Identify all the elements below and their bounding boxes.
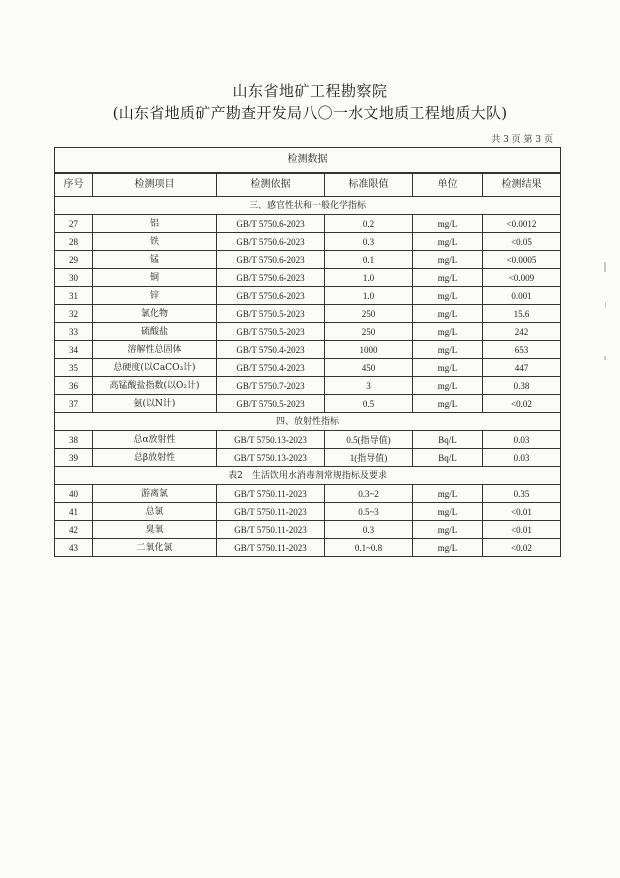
cell-seq: 31 <box>55 287 93 305</box>
col-header-result: 检测结果 <box>483 173 561 197</box>
cell-result: 0.03 <box>483 449 561 467</box>
section-title: 四、放射性指标 <box>55 413 561 431</box>
cell-item: 溶解性总固体 <box>93 341 217 359</box>
table-row <box>55 503 561 521</box>
cell-unit: mg/L <box>413 323 483 341</box>
cell-method: GB/T 5750.4-2023 <box>217 341 325 359</box>
cell-item: 游离氯 <box>93 485 217 503</box>
col-header-seq: 序号 <box>55 173 93 197</box>
table-row <box>55 233 561 251</box>
cell-method: GB/T 5750.6-2023 <box>217 233 325 251</box>
cell-result: <0.0005 <box>483 251 561 269</box>
cell-item: 铁 <box>93 233 217 251</box>
col-header-method: 检测依据 <box>217 173 325 197</box>
cell-seq: 35 <box>55 359 93 377</box>
cell-result: <0.02 <box>483 539 561 557</box>
table-row <box>55 521 561 539</box>
page-indicator: 共 3 页 第 3 页 <box>491 135 553 145</box>
cell-limit: 1.0 <box>325 287 413 305</box>
table-header-row <box>55 173 561 197</box>
table-row <box>55 287 561 305</box>
cell-result: <0.02 <box>483 395 561 413</box>
cell-method: GB/T 5750.7-2023 <box>217 377 325 395</box>
table-row <box>55 485 561 503</box>
cell-seq: 28 <box>55 233 93 251</box>
cell-result: 0.03 <box>483 431 561 449</box>
table-row <box>55 323 561 341</box>
cell-method: GB/T 5750.11-2023 <box>217 503 325 521</box>
cell-seq: 27 <box>55 215 93 233</box>
cell-seq: 38 <box>55 431 93 449</box>
cell-result: <0.0012 <box>483 215 561 233</box>
cell-seq: 40 <box>55 485 93 503</box>
cell-method: GB/T 5750.6-2023 <box>217 287 325 305</box>
cell-method: GB/T 5750.5-2023 <box>217 395 325 413</box>
cell-result: <0.01 <box>483 503 561 521</box>
cell-unit: mg/L <box>413 539 483 557</box>
cell-unit: mg/L <box>413 521 483 539</box>
cell-result: 0.001 <box>483 287 561 305</box>
cell-result: <0.05 <box>483 233 561 251</box>
table-row <box>55 395 561 413</box>
cell-method: GB/T 5750.13-2023 <box>217 431 325 449</box>
cell-item: 硫酸盐 <box>93 323 217 341</box>
section-row <box>55 467 561 485</box>
cell-seq: 34 <box>55 341 93 359</box>
cell-item: 总α放射性 <box>93 431 217 449</box>
table-row <box>55 305 561 323</box>
scan-mark <box>605 302 606 308</box>
cell-limit: 1.0 <box>325 269 413 287</box>
table-row <box>55 449 561 467</box>
cell-limit: 0.3 <box>325 521 413 539</box>
cell-method: GB/T 5750.11-2023 <box>217 521 325 539</box>
cell-seq: 32 <box>55 305 93 323</box>
cell-result: <0.009 <box>483 269 561 287</box>
cell-item: 氨(以N计) <box>93 395 217 413</box>
cell-limit: 0.1 <box>325 251 413 269</box>
scan-mark <box>604 262 606 272</box>
cell-unit: Bq/L <box>413 449 483 467</box>
cell-seq: 43 <box>55 539 93 557</box>
table-caption: 检测数据 <box>55 148 561 174</box>
cell-method: GB/T 5750.4-2023 <box>217 359 325 377</box>
cell-method: GB/T 5750.5-2023 <box>217 323 325 341</box>
cell-method: GB/T 5750.6-2023 <box>217 269 325 287</box>
cell-unit: mg/L <box>413 215 483 233</box>
report-org-subtitle: (山东省地质矿产勘查开发局八〇一水文地质工程地质大队) <box>112 104 508 122</box>
cell-unit: mg/L <box>413 341 483 359</box>
cell-item: 总β放射性 <box>93 449 217 467</box>
cell-limit: 1(指导值) <box>325 449 413 467</box>
cell-seq: 41 <box>55 503 93 521</box>
section-row <box>55 197 561 215</box>
scan-mark <box>604 356 606 360</box>
cell-result: 15.6 <box>483 305 561 323</box>
cell-item: 锌 <box>93 287 217 305</box>
cell-result: 447 <box>483 359 561 377</box>
cell-limit: 0.3 <box>325 233 413 251</box>
cell-seq: 37 <box>55 395 93 413</box>
cell-unit: mg/L <box>413 269 483 287</box>
cell-item: 臭氧 <box>93 521 217 539</box>
cell-result: 242 <box>483 323 561 341</box>
cell-result: <0.01 <box>483 521 561 539</box>
cell-unit: mg/L <box>413 287 483 305</box>
cell-limit: 1000 <box>325 341 413 359</box>
cell-method: GB/T 5750.5-2023 <box>217 305 325 323</box>
cell-unit: mg/L <box>413 233 483 251</box>
cell-result: 0.38 <box>483 377 561 395</box>
table-row <box>55 251 561 269</box>
table-row <box>55 269 561 287</box>
cell-unit: mg/L <box>413 377 483 395</box>
cell-item: 氯化物 <box>93 305 217 323</box>
cell-method: GB/T 5750.6-2023 <box>217 215 325 233</box>
cell-item: 铜 <box>93 269 217 287</box>
cell-seq: 33 <box>55 323 93 341</box>
section-title: 三、感官性状和一般化学指标 <box>55 197 561 215</box>
cell-unit: mg/L <box>413 395 483 413</box>
cell-result: 0.35 <box>483 485 561 503</box>
cell-limit: 0.2 <box>325 215 413 233</box>
cell-method: GB/T 5750.11-2023 <box>217 485 325 503</box>
cell-item: 总氯 <box>93 503 217 521</box>
cell-limit: 0.5 <box>325 395 413 413</box>
table-row <box>55 539 561 557</box>
cell-unit: mg/L <box>413 485 483 503</box>
cell-limit: 0.3~2 <box>325 485 413 503</box>
col-header-unit: 单位 <box>413 173 483 197</box>
table-row <box>55 431 561 449</box>
cell-limit: 250 <box>325 323 413 341</box>
cell-seq: 39 <box>55 449 93 467</box>
report-org-title: 山东省地矿工程勘察院 <box>232 82 388 100</box>
table-row <box>55 359 561 377</box>
section-row <box>55 413 561 431</box>
cell-limit: 0.5(指导值) <box>325 431 413 449</box>
cell-item: 锰 <box>93 251 217 269</box>
cell-seq: 29 <box>55 251 93 269</box>
cell-unit: mg/L <box>413 305 483 323</box>
col-header-item: 检测项目 <box>93 173 217 197</box>
cell-method: GB/T 5750.6-2023 <box>217 251 325 269</box>
cell-seq: 42 <box>55 521 93 539</box>
cell-item: 二氧化氯 <box>93 539 217 557</box>
cell-item: 铝 <box>93 215 217 233</box>
table-row <box>55 341 561 359</box>
section-title: 表2 生活饮用水消毒剂常规指标及要求 <box>55 467 561 485</box>
table-row <box>55 377 561 395</box>
table-row <box>55 215 561 233</box>
cell-unit: mg/L <box>413 359 483 377</box>
cell-seq: 36 <box>55 377 93 395</box>
cell-limit: 250 <box>325 305 413 323</box>
cell-unit: mg/L <box>413 251 483 269</box>
results-table <box>54 147 561 557</box>
cell-unit: Bq/L <box>413 431 483 449</box>
cell-limit: 0.1~0.8 <box>325 539 413 557</box>
cell-limit: 0.5~3 <box>325 503 413 521</box>
cell-item: 高锰酸盐指数(以O₂计) <box>93 377 217 395</box>
cell-unit: mg/L <box>413 503 483 521</box>
col-header-limit: 标准限值 <box>325 173 413 197</box>
cell-limit: 450 <box>325 359 413 377</box>
cell-item: 总硬度(以CaCO₃计) <box>93 359 217 377</box>
cell-limit: 3 <box>325 377 413 395</box>
cell-result: 653 <box>483 341 561 359</box>
cell-method: GB/T 5750.11-2023 <box>217 539 325 557</box>
cell-seq: 30 <box>55 269 93 287</box>
cell-method: GB/T 5750.13-2023 <box>217 449 325 467</box>
